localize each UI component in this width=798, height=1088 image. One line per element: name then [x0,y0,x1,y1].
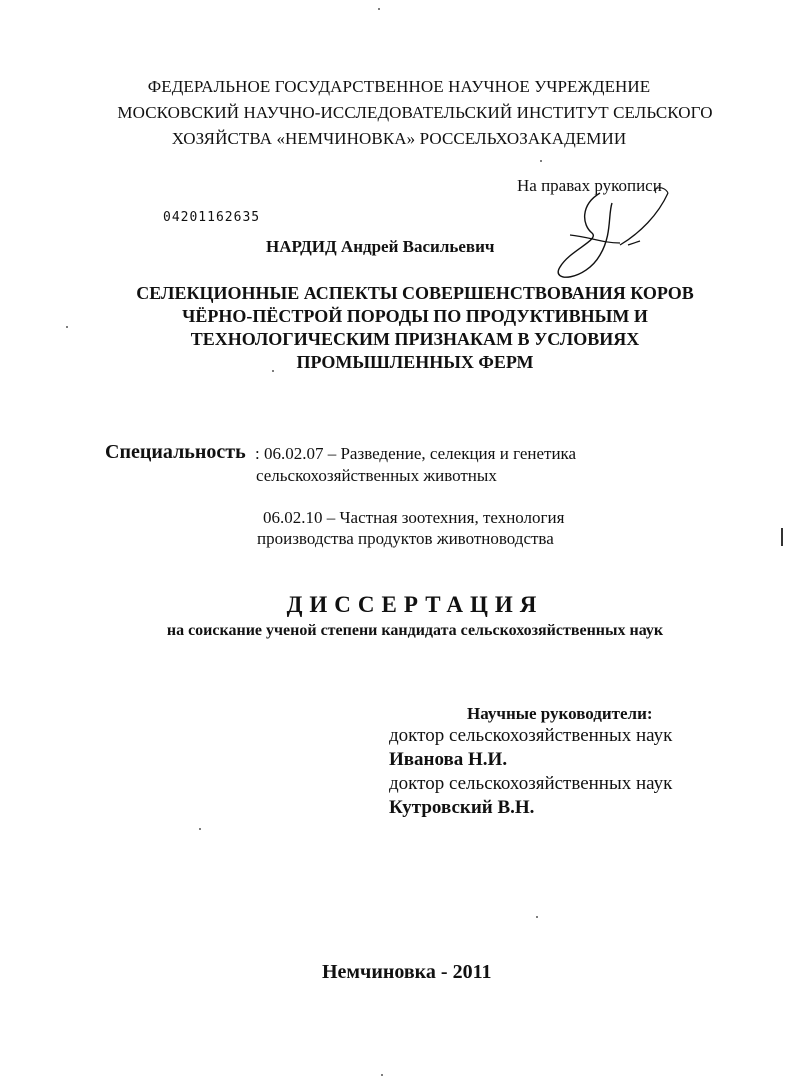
title-line-2: ЧЁРНО-ПЁСТРОЙ ПОРОДЫ ПО ПРОДУКТИВНЫМ И [182,306,648,326]
degree-statement: на соискание ученой степени кандидата сельскохозяйственных наук [166,622,664,639]
title-line-1: СЕЛЕКЦИОННЫЕ АСПЕКТЫ СОВЕРШЕНСТВОВАНИЯ КОРОВ [136,283,694,303]
city-year: Немчиновка - 2011 [322,961,492,983]
specialty-1-line-1: : 06.02.07 – Разведение, селекция и генетика [255,444,577,463]
author-name: НАРДИД Андрей Васильевич [266,237,495,256]
archive-code: 04201162635 [163,210,261,225]
supervisor-1-degree: доктор сельскохозяйственных наук [389,725,673,746]
rights-note: На правах рукописи [517,176,662,195]
institution-line-1: ФЕДЕРАЛЬНОЕ ГОСУДАРСТВЕННОЕ НАУЧНОЕ УЧРЕЖДЕНИЕ [147,77,651,96]
specialty-label: Специальность [105,441,246,463]
scan-speck [540,160,542,162]
scan-edge-mark [781,528,783,546]
scan-speck [199,828,201,830]
title-line-3: ТЕХНОЛОГИЧЕСКИМ ПРИЗНАКАМ В УСЛОВИЯХ [190,329,640,349]
institution-line-3: ХОЗЯЙСТВА «НЕМЧИНОВКА» РОССЕЛЬХОЗАКАДЕМИИ [171,129,627,148]
scan-speck [381,1074,383,1076]
specialty-2-line-1: 06.02.10 – Частная зоотехния, технология [263,508,565,527]
dissertation-title [100,282,730,374]
scan-speck [536,916,538,918]
scan-speck [272,370,274,372]
supervisors-heading: Научные руководители: [467,704,653,723]
specialty-1-line-2: сельскохозяйственных животных [256,466,497,485]
title-line-4: ПРОМЫШЛЕННЫХ ФЕРМ [296,352,534,372]
institution-line-2: МОСКОВСКИЙ НАУЧНО-ИССЛЕДОВАТЕЛЬСКИЙ ИНСТИТУТ СЕЛЬСКОГО [117,103,713,122]
supervisor-1-name: Иванова Н.И. [389,749,508,770]
supervisor-2-degree: доктор сельскохозяйственных наук [389,773,673,794]
signature-image [540,185,680,285]
document-type: ДИССЕРТАЦИЯ [286,592,544,617]
scan-speck [66,326,68,328]
scan-speck [378,8,380,10]
supervisor-2-name: Кутровский В.Н. [389,797,535,818]
specialty-2-line-2: производства продуктов животноводства [257,529,554,548]
